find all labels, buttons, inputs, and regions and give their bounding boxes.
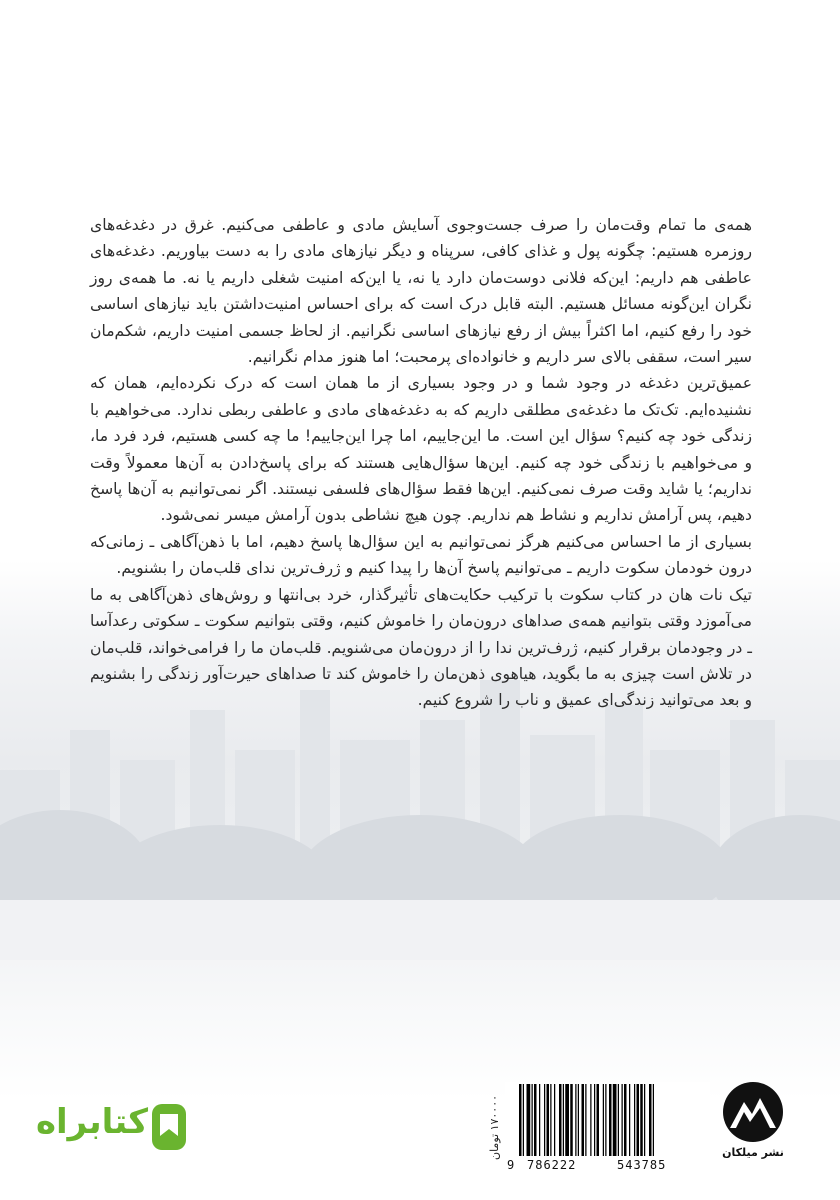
barcode-bar	[519, 1084, 522, 1156]
barcode-bar	[565, 1084, 569, 1156]
barcode-digits-left: 786222	[527, 1158, 577, 1172]
barcode-bar	[605, 1084, 606, 1156]
barcode-bar	[624, 1084, 627, 1156]
barcode-bar	[532, 1084, 533, 1156]
barcode-first-digit: 9	[507, 1158, 516, 1172]
paragraph-1: همه‌ی ما تمام وقت‌مان را صرف جست‌وجوی آسایش مادی و عاطفی می‌کنیم. غرق در دغدغه‌های روزمره هستیم: چگونه پول و غذای کافی، سرپناه و دیگر نیازهای مادی را به دست بیاوریم. دغدغه‌های عاطفی هم داریم: این‌که فلانی دوست‌مان دارد یا نه، یا این‌که امنیت شغلی داریم یا نه. ما همه‌ی روز نگران این‌گونه مسائل هستیم. البته قابل درک است که برای احساس امنیت‌داشتن باید نیازهای اساسی خود را رفع کنیم، اما اکثراً بیش از رفع نیازهای اساسی نگرانیم. از لحاظ جسمی امنیت داریم، شکم‌مان سیر است، سقفی بالای سر داریم و خانواده‌ای پرمحبت؛ اما هنوز مدام نگرانیم.	[90, 216, 752, 367]
barcode-bars	[505, 1082, 710, 1158]
mountain-logo-icon	[722, 1080, 784, 1144]
barcode-bar	[644, 1084, 645, 1156]
barcode-bar	[613, 1084, 617, 1156]
barcode-digits-right: 543785	[617, 1158, 667, 1172]
barcode-bar	[618, 1084, 619, 1156]
barcode-bar	[523, 1084, 524, 1156]
barcode-bar	[622, 1084, 623, 1156]
barcode-bar	[582, 1084, 585, 1156]
barcode-bar	[559, 1084, 562, 1156]
paragraph-2: عمیق‌ترین دغدغه در وجود شما و در وجود بسیاری از ما همان است که درک نکرده‌ایم، همان که نشنیده‌ایم. تک‌تک ما دغدغه‌ی مطلقی داریم که به دغدغه‌های مادی و عاطفی ربطی ندارد. می‌خواهیم با زندگی خود چه کنیم؟ سؤال این است. ما این‌جاییم، اما چرا این‌جاییم! ما چه کسی هستیم، فرد فرد ما، و می‌خواهیم با زندگی خود چه کنیم. این‌ها سؤال‌هایی هستند که برای پاسخ‌دادن به آن‌ها معمولاً وقت نداریم؛ یا شاید وقت صرف نمی‌کنیم. این‌ها فقط سؤال‌های فلسفی نیستند. اگر نمی‌توانیم به آن‌ها پاسخ دهیم، پس آرامش نداریم و نشاط هم نداریم. چون هیچ نشاطی بدون آرامش میسر نمی‌شود.	[90, 374, 752, 525]
barcode-bar	[563, 1084, 564, 1156]
paragraph-3: بسیاری از ما احساس می‌کنیم هرگز نمی‌توانیم به این سؤال‌ها پاسخ دهیم، اما با ذهن‌آگاهی ـ زمانی‌که درون خودمان سکوت داریم ـ می‌توانیم پاسخ آن‌ها را پیدا کنیم و ژرف‌ترین ندای قلب‌مان را بشنویم.	[90, 532, 752, 578]
barcode-bar	[554, 1084, 555, 1156]
barcode-bar	[640, 1084, 643, 1156]
barcode-bar	[590, 1084, 591, 1156]
barcode-bar	[547, 1084, 550, 1156]
barcode-bar	[653, 1084, 654, 1156]
barcode-bar	[629, 1084, 630, 1156]
barcode-bar	[597, 1084, 600, 1156]
barcode-bar	[594, 1084, 595, 1156]
barcode-bar	[649, 1084, 652, 1156]
store-name: کتابراه	[35, 1102, 148, 1142]
barcode-bar	[575, 1084, 576, 1156]
barcode-bar	[603, 1084, 604, 1156]
barcode-bar	[634, 1084, 635, 1156]
barcode-bar	[570, 1084, 573, 1156]
barcode-bar	[550, 1084, 551, 1156]
barcode-bar	[609, 1084, 612, 1156]
isbn-barcode	[505, 1082, 710, 1174]
barcode-bar	[544, 1084, 545, 1156]
barcode-bar	[578, 1084, 579, 1156]
barcode-bar	[637, 1084, 640, 1156]
price-label: ۱۷۰۰۰۰ تومان	[488, 1095, 501, 1161]
back-cover-text	[90, 212, 752, 714]
publisher-name: نشر میلکان	[722, 1146, 784, 1159]
barcode-bar	[527, 1084, 531, 1156]
barcode-bar	[585, 1084, 586, 1156]
paragraph-4: تیک نات هان در کتاب سکوت با ترکیب حکایت‌های تأثیرگذار، خرد بی‌انتها و روش‌های ذهن‌آگاهی به ما می‌آموزد وقتی بتوانیم همه‌ی صداهای درون‌مان را خاموش کنیم، وقتی بتوانیم سکوت ـ سکوتی رعدآسا ـ در وجودمان برقرار کنیم، ژرف‌ترین ندا را از درون‌مان می‌شنویم. قلب‌مان ما را فرامی‌خواند، قلب‌مان در تلاش است چیزی به ما بگوید، هیاهوی ذهن‌مان را خاموش کند تا صداهای حیرت‌آور زندگی را بشنویم و بعد می‌توانید زندگی‌ای عمیق و ناب را شروع کنیم.	[90, 585, 752, 710]
barcode-bar	[534, 1084, 537, 1156]
barcode-bar	[539, 1084, 540, 1156]
